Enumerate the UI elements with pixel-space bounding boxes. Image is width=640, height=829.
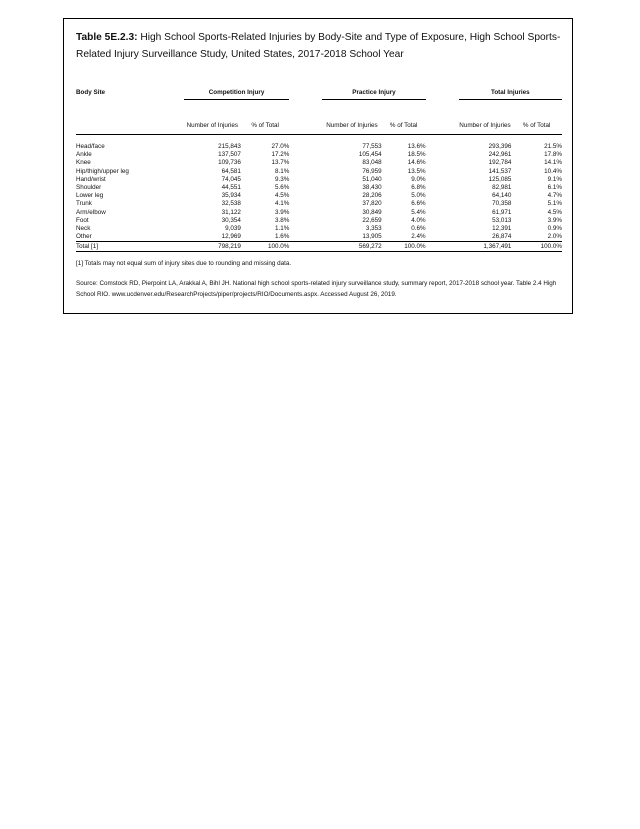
col-competition-percent: % of Total xyxy=(241,100,289,135)
cell-competition-percent: 1.6% xyxy=(274,233,290,241)
table-row xyxy=(76,168,562,176)
cell-competition-percent: 4.1% xyxy=(274,200,290,208)
cell-practice-number: 38,430 xyxy=(362,184,382,192)
cell-total-percent: 21.5% xyxy=(544,143,562,150)
cell-total-number: 61,971 xyxy=(492,208,512,216)
cell-site: Hand/wrist xyxy=(76,175,106,183)
cell-competition-number: 44,551 xyxy=(221,184,241,192)
col-body-site: Body Site xyxy=(76,89,106,96)
cell-total-percent: 4.7% xyxy=(547,192,562,200)
cell-total-number: 82,981 xyxy=(492,184,512,192)
cell-practice-number: 37,820 xyxy=(362,200,382,208)
cell-total-number: 64,140 xyxy=(492,192,512,200)
cell-total-number: 26,874 xyxy=(492,233,512,241)
cell-competition-number: 215,843 xyxy=(218,143,241,150)
cell-competition-percent: 3.8% xyxy=(274,216,290,224)
col-total-number: Number of Injuries xyxy=(459,100,512,135)
table-row xyxy=(76,159,562,167)
cell-practice-number: 51,040 xyxy=(362,175,382,183)
cell-total-percent: 6.1% xyxy=(547,184,562,192)
table-title xyxy=(76,29,562,63)
cell-competition-number: 31,122 xyxy=(221,208,241,216)
cell-competition-percent: 8.1% xyxy=(274,167,290,175)
cell-practice-percent: 13.6% xyxy=(407,143,426,150)
col-group-competition: Competition Injury xyxy=(184,89,290,100)
cell-competition-percent: 27.0% xyxy=(271,143,290,150)
cell-practice-percent: 6.8% xyxy=(411,184,426,192)
cell-competition-percent: 13.7% xyxy=(271,159,290,167)
cell-total-percent: 4.5% xyxy=(547,208,562,216)
cell-practice-percent: 0.6% xyxy=(411,225,426,233)
cell-total-number: 12,391 xyxy=(492,225,512,233)
cell-practice-number: 77,553 xyxy=(362,143,382,150)
cell-competition-number: 9,039 xyxy=(225,225,241,233)
cell-practice-number: 13,905 xyxy=(362,233,382,241)
cell-total-percent: 2.0% xyxy=(547,233,562,241)
cell-practice-number: 3,353 xyxy=(365,225,382,233)
table-number: Table 5E.2.3: xyxy=(76,32,138,43)
cell-competition-percent: 100.0% xyxy=(241,242,289,252)
cell-total-percent: 3.9% xyxy=(547,216,562,224)
cell-practice-number: 83,048 xyxy=(362,159,382,167)
cell-total-percent: 10.4% xyxy=(544,167,562,175)
col-total-percent: % of Total xyxy=(511,100,562,135)
cell-site: Shoulder xyxy=(76,184,102,192)
col-group-total: Total Injuries xyxy=(459,89,562,100)
cell-practice-percent: 2.4% xyxy=(411,233,426,241)
col-practice-number: Number of Injuries xyxy=(322,100,381,135)
cell-site: Total [1] xyxy=(76,242,184,252)
cell-total-percent: 14.1% xyxy=(544,159,562,167)
cell-site: Foot xyxy=(76,216,89,224)
cell-competition-percent: 9.3% xyxy=(274,175,290,183)
cell-competition-percent: 5.6% xyxy=(274,184,290,192)
cell-practice-number: 30,849 xyxy=(362,208,382,216)
table-row xyxy=(76,184,562,192)
cell-site: Ankle xyxy=(76,151,92,159)
cell-practice-percent: 6.6% xyxy=(411,200,426,208)
cell-practice-percent: 100.0% xyxy=(382,242,426,252)
cell-practice-number: 76,959 xyxy=(362,167,382,175)
table-row xyxy=(76,151,562,159)
cell-competition-number: 30,354 xyxy=(221,216,241,224)
cell-practice-percent: 5.4% xyxy=(411,208,426,216)
cell-total-number: 125,085 xyxy=(488,175,512,183)
cell-practice-percent: 9.0% xyxy=(411,175,426,183)
cell-site: Knee xyxy=(76,159,91,167)
cell-practice-percent: 4.0% xyxy=(411,216,426,224)
source-citation: Source: Comstock RD, Pierpoint LA, Arakkal A, Bihl JH. National high school sports-related injury surveillance study, summary report, 2017-2018 school year. Table 2.4 High School RIO. www.ucdenver.edu/ResearchProjects/piper/projects/RIO/Documents.aspx. Accessed August 26, 2019. xyxy=(76,280,557,298)
cell-site: Hip/thigh/upper leg xyxy=(76,167,129,175)
cell-competition-number: 35,934 xyxy=(221,192,241,200)
col-group-practice: Practice Injury xyxy=(322,89,425,100)
cell-competition-number: 109,736 xyxy=(218,159,241,167)
cell-total-percent: 17.8% xyxy=(544,151,562,159)
table-row xyxy=(76,209,562,217)
cell-total-number: 242,961 xyxy=(488,151,512,159)
cell-total-percent: 0.9% xyxy=(547,225,562,233)
cell-practice-number: 22,659 xyxy=(362,216,382,224)
cell-total-percent: 5.1% xyxy=(547,200,562,208)
cell-site: Neck xyxy=(76,225,91,233)
cell-total-number: 70,358 xyxy=(492,200,512,208)
table-row xyxy=(76,217,562,225)
cell-competition-percent: 3.9% xyxy=(274,208,290,216)
col-practice-percent: % of Total xyxy=(382,100,426,135)
cell-competition-percent: 1.1% xyxy=(274,225,290,233)
table-row xyxy=(76,225,562,233)
cell-practice-percent: 14.6% xyxy=(407,159,426,167)
cell-total-number: 53,013 xyxy=(492,216,512,224)
cell-competition-number: 137,507 xyxy=(218,151,241,159)
table-row xyxy=(76,176,562,184)
cell-site: Head/face xyxy=(76,143,105,150)
cell-total-percent: 100.0% xyxy=(511,242,562,252)
cell-competition-number: 12,969 xyxy=(221,233,241,241)
cell-total-number: 293,396 xyxy=(488,143,512,150)
cell-practice-percent: 5.0% xyxy=(411,192,426,200)
injury-table xyxy=(76,89,562,252)
cell-competition-percent: 4.5% xyxy=(274,192,290,200)
cell-competition-number: 32,538 xyxy=(221,200,241,208)
cell-site: Other xyxy=(76,233,92,241)
cell-site: Trunk xyxy=(76,200,92,208)
cell-total-percent: 9.1% xyxy=(547,175,562,183)
table-row xyxy=(76,143,562,151)
cell-competition-percent: 17.2% xyxy=(271,151,290,159)
cell-practice-percent: 18.5% xyxy=(407,151,426,159)
cell-total-number: 1,367,491 xyxy=(459,242,512,252)
cell-practice-number: 105,454 xyxy=(358,151,382,159)
cell-total-number: 192,784 xyxy=(488,159,512,167)
table-caption: High School Sports-Related Injuries by Body-Site and Type of Exposure, High School Sports-Related Injury Surveillance Study, United States, 2017-2018 School Year xyxy=(76,32,561,60)
table-panel xyxy=(63,18,573,314)
cell-practice-number: 569,272 xyxy=(322,242,381,252)
cell-total-number: 141,537 xyxy=(488,167,512,175)
table-row xyxy=(76,200,562,208)
cell-practice-number: 28,206 xyxy=(362,192,382,200)
table-row-total xyxy=(76,242,562,252)
col-competition-number: Number of Injuries xyxy=(184,100,241,135)
cell-site: Lower leg xyxy=(76,192,104,200)
table-row xyxy=(76,192,562,200)
cell-competition-number: 74,045 xyxy=(221,175,241,183)
cell-site: Arm/elbow xyxy=(76,208,106,216)
footnote: [1] Totals may not equal sum of injury sites due to rounding and missing data. xyxy=(76,260,292,267)
cell-competition-number: 64,581 xyxy=(221,167,241,175)
table-row xyxy=(76,233,562,242)
cell-competition-number: 798,219 xyxy=(184,242,241,252)
cell-practice-percent: 13.5% xyxy=(407,167,426,175)
